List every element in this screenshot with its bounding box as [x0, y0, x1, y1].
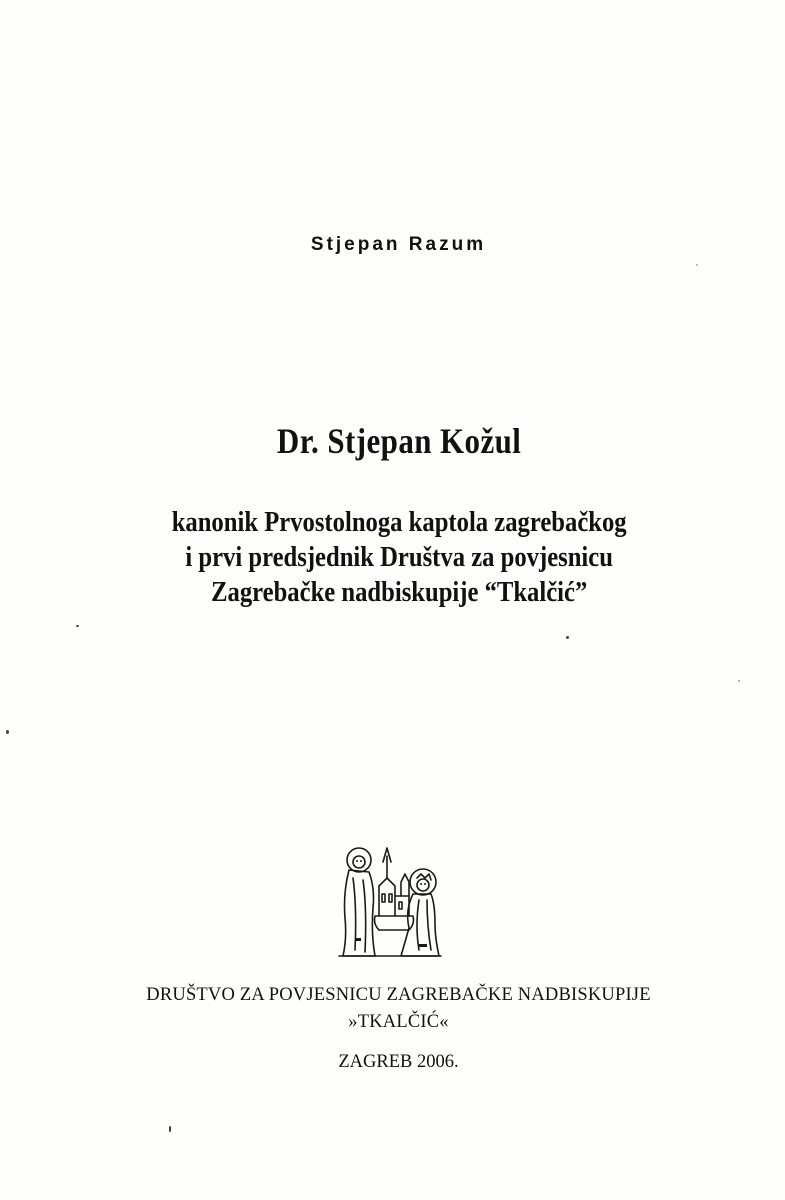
society-emblem-icon: [335, 838, 445, 960]
subtitle-line: kanonik Prvostolnoga kaptola zagrebačkog: [171, 506, 627, 538]
publisher-line: »TKALČIĆ«: [348, 1012, 449, 1032]
scan-speck: [6, 730, 9, 734]
scan-speck: [566, 636, 569, 639]
publication-place-year: ZAGREB 2006.: [338, 1052, 459, 1072]
book-title: Dr. Stjepan Kožul: [276, 421, 522, 461]
book-subtitle: [66, 505, 733, 610]
scan-speck: [76, 625, 79, 627]
scan-speck: [696, 264, 698, 266]
author-name: Stjepan Razum: [310, 234, 487, 255]
publisher-line: DRUŠTVO ZA POVJESNICU ZAGREBAČKE NADBISKUPIJE: [146, 985, 651, 1005]
subtitle-line: Zagrebačke nadbiskupije “Tkalčić”: [211, 576, 588, 608]
subtitle-line: i prvi predsjednik Društva za povjesnicu: [185, 541, 613, 573]
scan-speck: [738, 680, 740, 682]
scan-speck: [169, 1126, 171, 1132]
publisher-name: [6, 982, 785, 1036]
